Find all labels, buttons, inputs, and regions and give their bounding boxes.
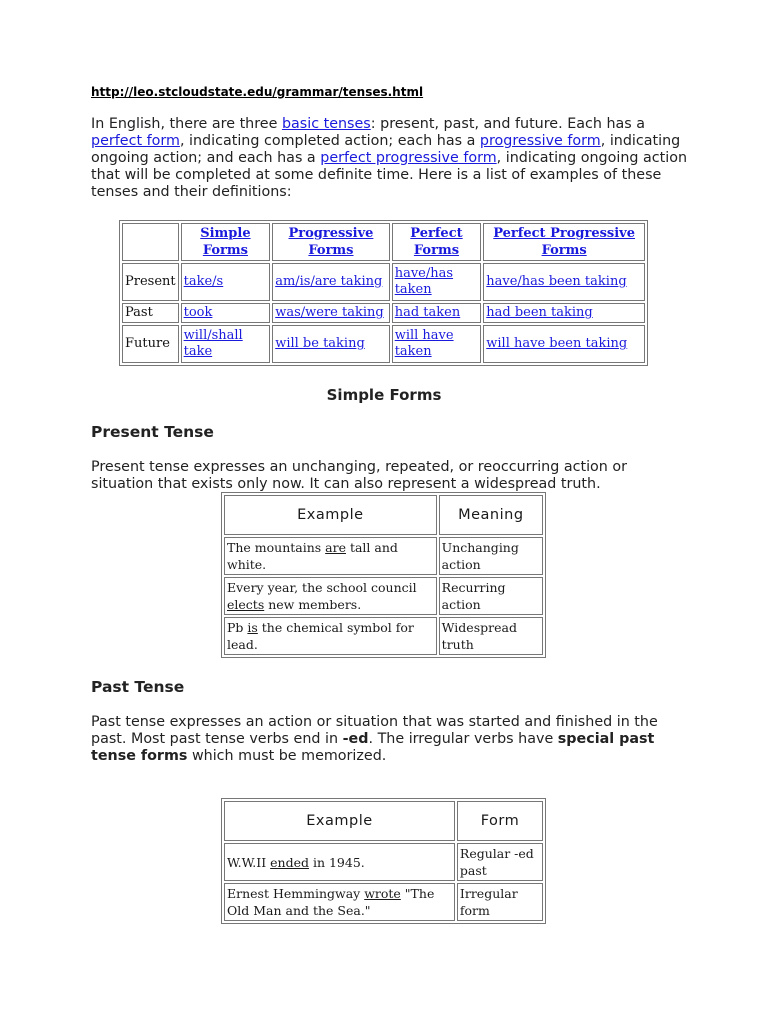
header-meaning: Meaning xyxy=(439,495,543,535)
row-label-future: Future xyxy=(122,325,179,363)
table-row xyxy=(224,537,543,575)
meaning-cell: Widespread truth xyxy=(439,617,543,655)
present-table-header-row xyxy=(224,495,543,535)
source-url[interactable]: http://leo.stcloudstate.edu/grammar/tenses.html xyxy=(91,85,424,99)
meaning-cell: Unchanging action xyxy=(439,537,543,575)
row-label-past: Past xyxy=(122,303,179,323)
simple-forms-heading: Simple Forms xyxy=(326,386,442,404)
table-cell[interactable] xyxy=(483,303,645,323)
link-am-is-are-taking[interactable]: am/is/are taking xyxy=(275,274,383,289)
example-cell: The mountains are tall and white. xyxy=(224,537,437,575)
table-row xyxy=(122,263,645,301)
present-tense-table xyxy=(221,492,546,658)
link-progressive-form[interactable]: progressive form xyxy=(479,133,601,149)
link-have-has-taken[interactable]: have/has taken xyxy=(394,266,454,297)
link-will-shall-take[interactable]: will/shall take xyxy=(183,328,243,359)
past-table-header-row xyxy=(224,801,543,841)
header-form: Form xyxy=(457,801,543,841)
link-will-have-taken[interactable]: will have taken xyxy=(394,328,454,359)
link-basic-tenses[interactable]: basic tenses xyxy=(281,116,371,132)
table-cell[interactable] xyxy=(392,303,482,323)
table-row xyxy=(224,577,543,615)
header-simple-forms[interactable]: Simple Forms xyxy=(181,223,271,261)
example-cell: Ernest Hemmingway wrote "The Old Man and the Sea." xyxy=(224,883,455,921)
table-cell[interactable] xyxy=(272,263,390,301)
link-had-been-taking[interactable]: had been taking xyxy=(486,305,593,320)
header-example: Example xyxy=(224,801,455,841)
verb: is xyxy=(247,620,258,635)
table-row xyxy=(224,617,543,655)
link-perfect-progressive-form[interactable]: perfect progressive form xyxy=(320,150,497,166)
link-had-taken[interactable]: had taken xyxy=(394,305,461,320)
example-cell: Every year, the school council elects new members. xyxy=(224,577,437,615)
tense-table-corner xyxy=(122,223,179,261)
table-cell[interactable] xyxy=(181,325,271,363)
table-cell[interactable] xyxy=(483,263,645,301)
link-will-be-taking[interactable]: will be taking xyxy=(275,336,365,351)
tense-table-header-row xyxy=(122,223,645,261)
verb: are xyxy=(325,540,346,555)
present-tense-text: Present tense expresses an unchanging, repeated, or reoccurring action or situation that exists only now. It can also represent a widespread truth. xyxy=(91,459,628,492)
verb: wrote xyxy=(364,886,401,901)
link-will-have-been-taking[interactable]: will have been taking xyxy=(486,336,628,351)
link-took[interactable]: took xyxy=(183,305,213,320)
link-was-were-taking[interactable]: was/were taking xyxy=(275,305,384,320)
table-cell[interactable] xyxy=(392,263,482,301)
table-cell[interactable] xyxy=(392,325,482,363)
header-progressive-forms[interactable]: Progressive Forms xyxy=(272,223,390,261)
present-tense-heading: Present Tense xyxy=(91,423,214,441)
verb: elects xyxy=(227,597,265,612)
form-cell: Regular -ed past xyxy=(457,843,543,881)
table-row xyxy=(122,325,645,363)
table-cell[interactable] xyxy=(181,303,271,323)
intro-paragraph: In English, there are three basic tenses: present, past, and future. Each has a perfect form, indicating completed action; each has a progressive form, indicating ongoing action; and each has a perfect progressive form, indicating ongoing action that will be completed at some definite time. Here is a list of examples of these tenses and their definitions: xyxy=(91,116,688,200)
past-tense-table xyxy=(221,798,546,924)
form-cell: Irregular form xyxy=(457,883,543,921)
link-have-has-been-taking[interactable]: have/has been taking xyxy=(486,274,627,289)
table-row xyxy=(122,303,645,323)
link-take[interactable]: take/s xyxy=(183,274,224,289)
link-perfect-form[interactable]: perfect form xyxy=(91,133,180,149)
table-cell[interactable] xyxy=(272,303,390,323)
example-cell: Pb is the chemical symbol for lead. xyxy=(224,617,437,655)
header-perfect-progressive-forms[interactable]: Perfect Progressive Forms xyxy=(483,223,645,261)
table-row xyxy=(224,883,543,921)
past-tense-text: Past tense expresses an action or situation that was started and finished in the past. Most past tense verbs end in -ed. The irregular verbs have special past tense forms which must be memorized. xyxy=(91,714,658,764)
meaning-cell: Recurring action xyxy=(439,577,543,615)
table-cell[interactable] xyxy=(272,325,390,363)
header-perfect-forms[interactable]: Perfect Forms xyxy=(392,223,482,261)
table-row xyxy=(224,843,543,881)
example-cell: W.W.II ended in 1945. xyxy=(224,843,455,881)
past-tense-heading: Past Tense xyxy=(91,678,185,696)
table-cell[interactable] xyxy=(483,325,645,363)
row-label-present: Present xyxy=(122,263,179,301)
table-cell[interactable] xyxy=(181,263,271,301)
tense-table xyxy=(119,220,648,366)
verb: ended xyxy=(270,854,309,870)
header-example: Example xyxy=(224,495,437,535)
